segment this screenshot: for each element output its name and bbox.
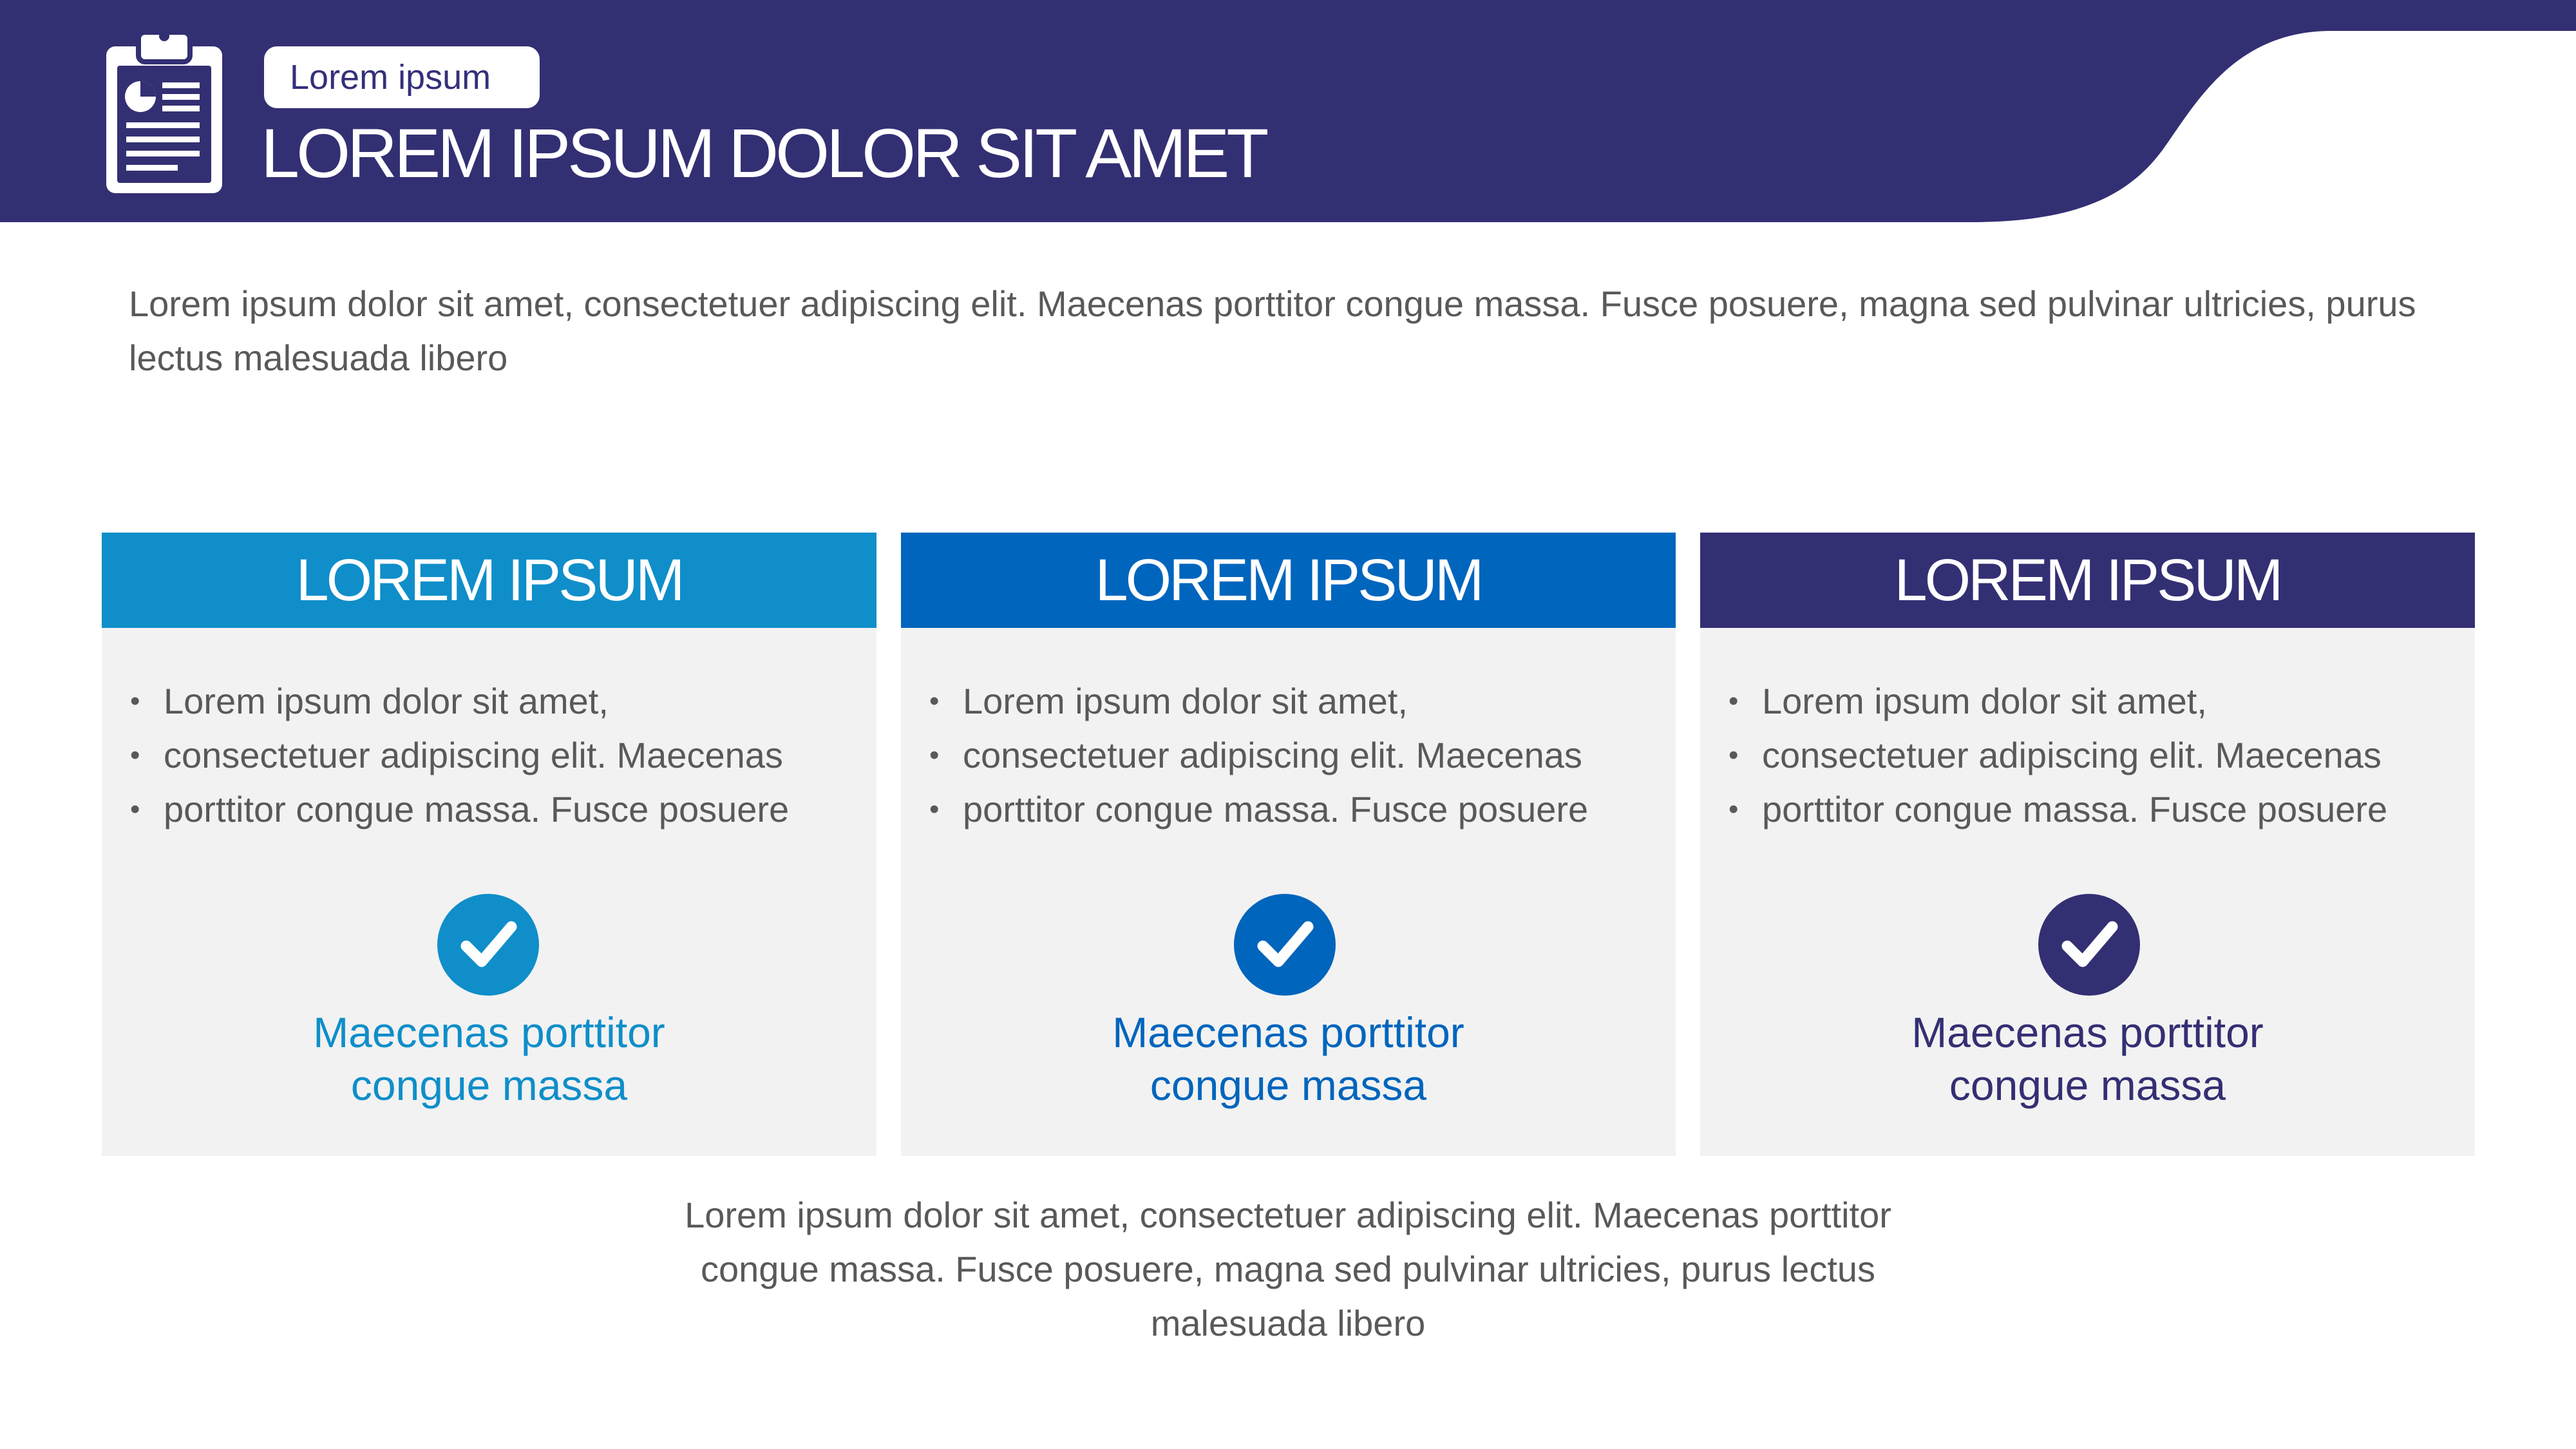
list-item-text: Lorem ipsum dolor sit amet, (164, 681, 609, 721)
card-1-caption (102, 1006, 876, 1112)
card-1-caption-line2: congue massa (350, 1061, 628, 1109)
card-2-caption-line1: Maecenas porttitor (1112, 1009, 1464, 1056)
list-item (128, 674, 789, 728)
card-2-caption (901, 1006, 1676, 1112)
check-circle-icon (2038, 893, 2141, 996)
card-2 (901, 533, 1676, 1156)
card-2-caption-line2: congue massa (1150, 1061, 1427, 1109)
list-item (128, 728, 789, 782)
list-item (1726, 782, 2387, 837)
footer-paragraph: Lorem ipsum dolor sit amet, consectetuer adipiscing elit. Maecenas porttitor congue massa. Fusce posuere, magna sed pulvinar ultricies, purus lectus malesuada libero (685, 1195, 1891, 1343)
bullet-icon: • (1728, 685, 1739, 717)
list-item-text: porttitor congue massa. Fusce posuere (1762, 789, 2388, 829)
list-item (927, 728, 1588, 782)
bullet-icon: • (929, 739, 940, 771)
bullet-icon: • (929, 793, 940, 825)
list-item-text: porttitor congue massa. Fusce posuere (963, 789, 1589, 829)
clipboard-report-icon (103, 26, 225, 196)
page-title: LOREM IPSUM DOLOR SIT AMET (261, 114, 1266, 192)
bullet-icon: • (1728, 793, 1739, 825)
bullet-icon: • (1728, 739, 1739, 771)
card-2-header (901, 533, 1676, 628)
bullet-icon: • (130, 739, 140, 771)
list-item-text: consectetuer adipiscing elit. Maecenas (1762, 735, 2382, 775)
list-item (927, 674, 1588, 728)
list-item-text: Lorem ipsum dolor sit amet, (1762, 681, 2207, 721)
list-item (1726, 728, 2387, 782)
bullet-icon: • (130, 793, 140, 825)
card-3-header (1700, 533, 2475, 628)
bullet-icon: • (130, 685, 140, 717)
list-item (1726, 674, 2387, 728)
check-circle-icon (1233, 893, 1336, 996)
check-circle-icon (437, 893, 540, 996)
list-item-text: Lorem ipsum dolor sit amet, (963, 681, 1408, 721)
bullet-icon: • (929, 685, 940, 717)
card-1-caption-line1: Maecenas porttitor (313, 1009, 665, 1056)
card-1-title: LOREM IPSUM (296, 547, 683, 613)
card-2-title: LOREM IPSUM (1095, 547, 1482, 613)
list-item-text: consectetuer adipiscing elit. Maecenas (963, 735, 1582, 775)
card-1-list (128, 674, 789, 837)
header-tag-label: Lorem ipsum (290, 58, 491, 97)
list-item-text: porttitor congue massa. Fusce posuere (164, 789, 790, 829)
card-3-title: LOREM IPSUM (1894, 547, 2281, 613)
card-3-caption (1700, 1006, 2475, 1112)
list-item-text: consectetuer adipiscing elit. Maecenas (164, 735, 783, 775)
card-3-list (1726, 674, 2387, 837)
card-1 (102, 533, 876, 1156)
card-3 (1700, 533, 2475, 1156)
card-1-header (102, 533, 876, 628)
card-2-list (927, 674, 1588, 837)
card-3-caption-line1: Maecenas porttitor (1911, 1009, 2264, 1056)
card-3-caption-line2: congue massa (1949, 1061, 2226, 1109)
list-item (927, 782, 1588, 837)
intro-paragraph: Lorem ipsum dolor sit amet, consectetuer adipiscing elit. Maecenas porttitor congue massa. Fusce posuere, magna sed pulvinar ultricies, purus lectus malesuada libero (129, 283, 2416, 378)
list-item (128, 782, 789, 837)
header-tag (264, 46, 540, 108)
